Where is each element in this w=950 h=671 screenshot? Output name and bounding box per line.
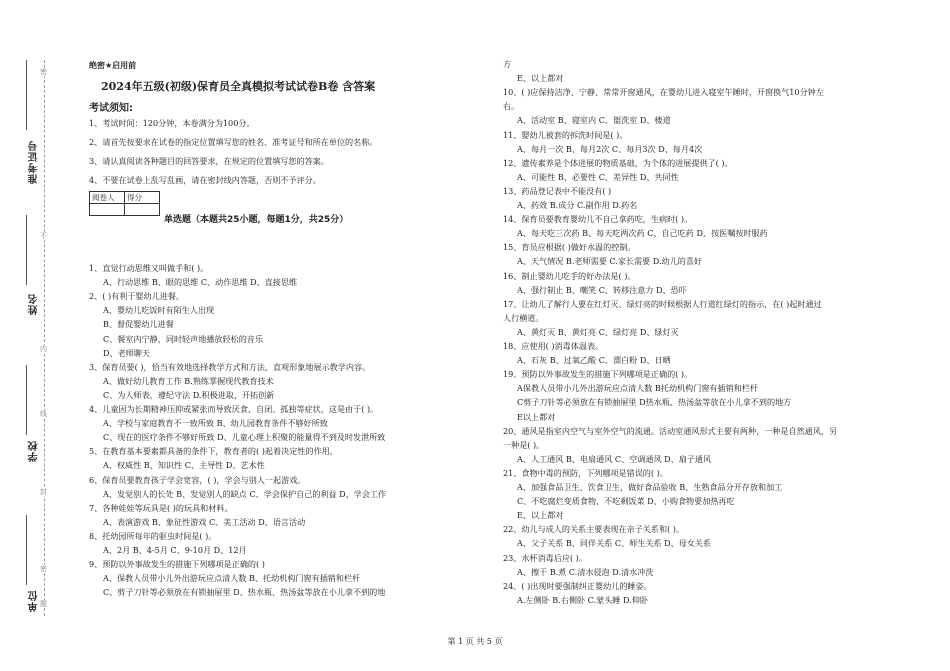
page-title: 2024年五级(初级)保育员全真模拟考试试卷B卷 含答案 — [101, 80, 376, 93]
answer-option: A、可能性 B、必要性 C、差异性 D、共同性 — [517, 171, 679, 182]
binding-dashed-line — [44, 60, 45, 616]
score-cell: 得分 — [125, 192, 160, 204]
answer-option: C、为人师表，遵纪守法 D.积极进取，开拓创新 — [103, 389, 275, 400]
score-table — [89, 191, 160, 216]
answer-option: A、父子关系 B、同伴关系 C、师生关系 D、母女关系 — [517, 538, 712, 549]
question-text: 2、( )有利于婴幼儿进餐。 — [89, 291, 184, 302]
reviewer-blank — [90, 204, 125, 216]
answer-option: A、2月 B、4-5月 C、9-10月 D、12月 — [103, 545, 247, 555]
answer-option: A、学校与家庭教育不一致所致 B、幼儿园教育条件不够好所致 — [103, 418, 328, 429]
question-text: 9、预防以外事故发生的措施下列哪项是正确的( ) — [89, 559, 265, 570]
question-text: 22、幼儿与成人的关系主要表现在亲子关系和( )。 — [503, 524, 685, 535]
answer-option: A、做好幼儿教育工作 B.熟练掌握现代教育技术 — [103, 375, 274, 386]
answer-option: A、石灰 B、过氧乙酸 C、漂白粉 D、日晒 — [517, 355, 671, 366]
question-text: 19、预防以外事故发生的措施下列哪项是正确的( )。 — [503, 369, 693, 380]
question-text: 一种是( )。 — [503, 439, 545, 450]
notice-heading: 考试须知: — [89, 103, 133, 114]
question-text: 21、食物中毒的预防，下列哪项是错误的( )。 — [503, 467, 668, 478]
answer-option: A、发觉别人的长处 B、发觉别人的缺点 C、学会保护自己的利益 D、学会工作 — [103, 488, 387, 499]
question-text: 15、育员应根据( )做好水温的控制。 — [503, 242, 636, 253]
question-text: 5、在教育基本要素都具备的条件下，教育者的( )起着决定性的作用。 — [89, 446, 338, 457]
unit-field-line — [26, 515, 39, 585]
question-text: 13、药品登记表中不能没有( ) — [503, 185, 612, 196]
answer-option: C、现在的医疗条件不够好所致 D、儿童心理上积聚的能量得不到及时发泄所致 — [103, 432, 386, 443]
answer-option: E以上都对 — [517, 411, 556, 422]
question-text: 11、婴幼儿被套的拆洗时间是( )。 — [503, 129, 628, 140]
question-text: 右。 — [503, 101, 520, 112]
question-text: 20、通风是指室内空气与室外空气的流通。活动室通风形式主要有两种，一种是自然通风，另 — [503, 425, 838, 436]
answer-option: A、黄灯灭 B、黄灯亮 C、绿灯亮 D、绿灯灭 — [517, 326, 679, 337]
question-text: 8、托幼园所每年的驱虫时间是( )。 — [89, 530, 217, 541]
answer-option: A、强行制止 B、嘲笑 C、转移注意力 D、恐吓 — [517, 284, 687, 295]
answer-option: A保教人员带小儿外出游玩应点清人数 B托幼机构门窗有插销和栏杆 — [517, 383, 758, 394]
question-text: 人行横道。 — [503, 312, 544, 323]
question-text: 18、应使用( )消毒体温表。 — [503, 341, 604, 351]
answer-option: A、活动室 B、寝室内 C、盥洗室 D、楼道 — [517, 115, 671, 126]
binding-char: 题 — [40, 600, 47, 608]
name-label: 姓名 — [29, 293, 40, 315]
answer-option: A、婴幼儿吃饭时有陌生人出现 — [103, 305, 215, 316]
question-text: 1、直觉行动思维又叫做手和( )。 — [89, 263, 209, 273]
answer-option: C、不吃腐烂变质食物，不吃剩饭菜 D、小购食物要加热再吃 — [517, 496, 735, 507]
question-text: 24、( )出现时要强制纠正婴幼儿的睡姿。 — [503, 580, 652, 591]
answer-option: A、人工通风 B、电扇通风 C、空调通风 D、扇子通风 — [517, 453, 712, 464]
reviewer-cell: 阅卷人 — [90, 192, 125, 204]
unit-label: 单位 — [29, 590, 40, 612]
secret-note: 绝密★启用前 — [89, 61, 137, 70]
answer-option: C、剪子刀针等必须放在有锁抽屉里 D、热水瓶、热汤盆等放在小儿拿不到的地 — [103, 587, 386, 598]
school-field-line — [26, 365, 39, 435]
answer-option: A、每月一次 B、每月2次 C、每月3次 D、每月4次 — [517, 143, 703, 154]
question-text: 4、儿童因为长期精神压抑或紧张而导致厌食、自闭、孤独等症状，这是由于( )。 — [89, 404, 379, 414]
question-text: 16、制止婴幼儿吃手的好办法是( )。 — [503, 270, 636, 281]
question-text: 12、遗传素养是个体进展的物质基础，为个体的进展提供了( )。 — [503, 157, 733, 168]
question-text: 17、让幼儿了解行人要在红灯灭、绿灯亮的时候根据人行道红绿灯的指示，在( )起时通过 — [503, 298, 822, 309]
answer-option: D、老师聊天 — [103, 347, 150, 358]
exam-number-label: 准考证号 — [29, 140, 40, 184]
answer-option: A、保教人员带小儿外出游玩应点清人数 B、托幼机构门窗有插销和栏杆 — [103, 573, 361, 584]
name-field-line — [26, 215, 39, 285]
binding-char: 封 — [40, 488, 47, 496]
notice-item: 4、不要在试卷上乱写乱画，请在密封线内答题，否则不予评分。 — [89, 175, 321, 185]
question-text: 3、保育员要( )，恰当有效地选择教学方式和方法，直观形象地展示教学内容。 — [89, 361, 371, 372]
exam-number-field-line — [26, 60, 39, 130]
question-text: 7、各种娃娃等玩具是( )的玩具和材料。 — [89, 502, 233, 513]
answer-option: A、每天吃三次药 B、每天吃两次药 C、自己吃药 D、按医嘱按时服药 — [517, 228, 768, 239]
answer-option: C剪子刀针等必须放在有锁抽屉里 D热水瓶、热汤盆等放在小儿拿不到的地方 — [517, 397, 792, 408]
answer-option: A、药效 B.成分 C.副作用 D.药名 — [517, 200, 638, 210]
score-blank — [125, 204, 160, 216]
notice-item: 3、请认真阅读各种题目的回答要求，在规定的位置填写您的答案。 — [89, 156, 329, 166]
question-text: 6、保育员要教育孩子学会宽容，( )，学会与别人一起游戏。 — [89, 474, 306, 485]
answer-option: C、餐室内宁静，同时轻声地播放轻松的音乐 — [103, 333, 263, 344]
notice-item: 2、请首先按要求在试卷的指定位置填写您的姓名、准考证号和所在单位的名称。 — [89, 137, 378, 147]
notice-item: 1、考试时间：120分钟，本卷满分为100分。 — [89, 118, 255, 128]
question-text: 10、( )应保持洁净、宁静、常常开窗通风，在婴幼儿进入寝室午睡时，开窗换气10分钟左 — [503, 87, 824, 98]
binding-char: 不 — [40, 232, 47, 240]
section-title: 单选题（本题共25小题，每题1分，共25分） — [164, 215, 349, 225]
answer-option: B、督促婴幼儿进餐 — [103, 319, 174, 330]
answer-option: A.左侧卧 B.右侧卧 C.蒙头睡 D.仰卧 — [517, 594, 648, 605]
answer-option: A、天气情况 B.老师需要 C.家长需要 D.幼儿的喜好 — [517, 256, 703, 267]
question-text: 方 — [503, 59, 512, 69]
answer-option: E、以上都对 — [517, 510, 564, 521]
answer-option: A、擦干 B.煮 C.清水侵泡 D.清水冲洗 — [517, 566, 654, 577]
answer-option: E、以上都对 — [517, 73, 564, 84]
answer-option: A、权威性 B、知识性 C、主导性 D、艺术性 — [103, 460, 265, 471]
answer-option: A、表演游戏 B、象征性游戏 C、美工活动 D、语言活动 — [103, 516, 306, 527]
page-footer: 第 1 页 共 5 页 — [447, 637, 503, 646]
answer-option: A、加强食品卫生、饮食卫生，做好食品验收 B、生熟食品分开存放和加工 — [517, 482, 783, 492]
binding-char: 密 — [40, 68, 47, 76]
question-text: 14、保育员要教育婴幼儿不自己拿药吃，生病时( )。 — [503, 214, 693, 225]
binding-char: 内 — [40, 345, 47, 353]
answer-option: A、行动思维 B、眼的思维 C、动作思维 D、直接思维 — [103, 277, 298, 288]
school-label: 学校 — [29, 440, 40, 462]
question-text: 23、水杯消毒后应( )。 — [503, 552, 587, 563]
binding-char: 密 — [40, 565, 47, 573]
binding-char: 线 — [40, 410, 47, 418]
